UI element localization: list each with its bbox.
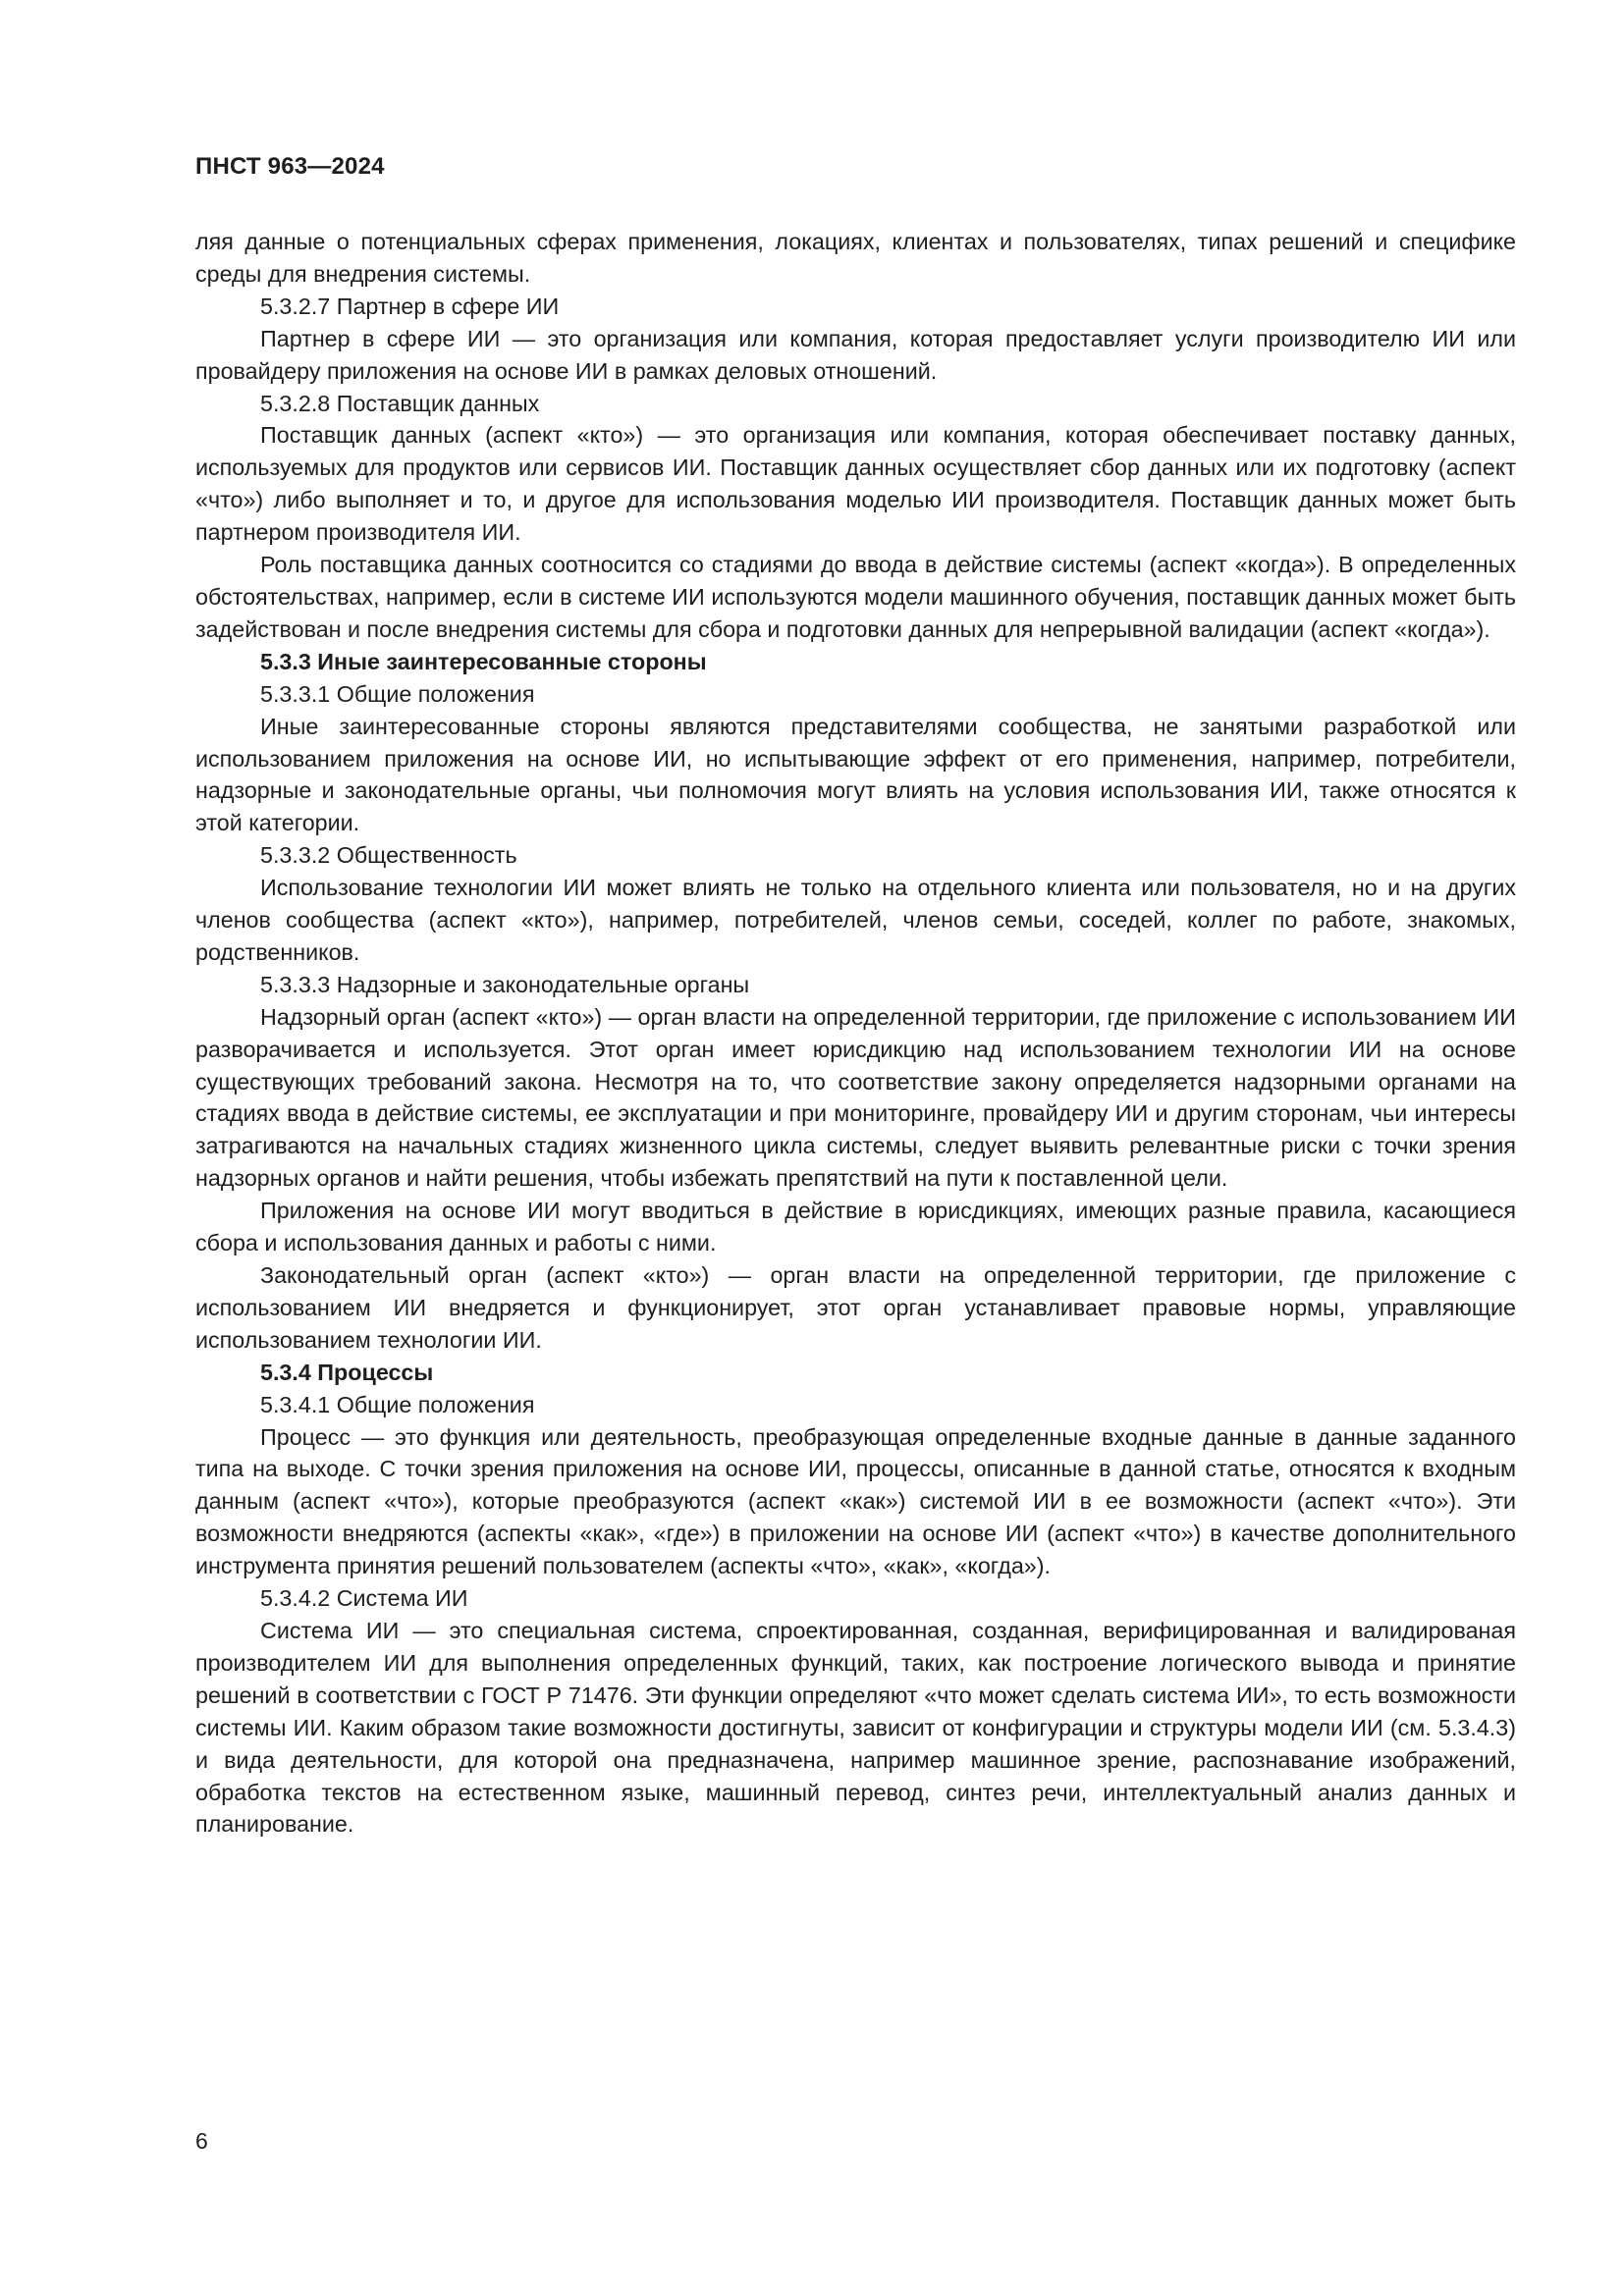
paragraph: Партнер в сфере ИИ — это организация или компания, которая предоставляет услуги производителю ИИ или провайдеру приложения на основе ИИ в рамках деловых отношений. [195, 325, 1516, 384]
paragraph: 5.3.4.2 Система ИИ [260, 1585, 468, 1612]
section-heading: 5.3.4 Процессы [260, 1359, 434, 1385]
paragraph: 5.3.3.1 Общие положения [260, 680, 535, 707]
paragraph: Иные заинтересованные стороны являются представителями сообщества, не занятыми разработкой или использованием приложения на основе ИИ, но испытывающие эффект от его применения, например, потребители, надзорные и законодательные органы, чьи полномочия могут влиять на условия использования ИИ, также относятся к этой категории. [195, 713, 1516, 836]
document-body [195, 226, 1516, 1841]
paragraph: 5.3.4.1 Общие положения [260, 1391, 535, 1417]
paragraph: 5.3.3.2 Общественность [260, 842, 517, 869]
paragraph: Использование технологии ИИ может влиять не только на отдельного клиента или пользователя, но и на других членов сообщества (аспект «кто»), например, потребителей, членов семьи, соседей, коллег по работе, знакомых, родственников. [195, 875, 1516, 965]
paragraph: Система ИИ — это специальная система, спроектированная, созданная, верифицированная и валидированая производителем ИИ для выполнения определенных функций, таких, как построение логического вывода и принятие решений в соответствии с ГОСТ Р 71476. Эти функции определяют «что может сделать система ИИ», то есть возможности системы ИИ. Каким образом такие возможности достигнуты, зависит от конфигурации и структуры модели ИИ (см. 5.3.4.3) и вида деятельности, для которой она предназначена, например машинное зрение, распознавание изображений, обработка текстов на естественном языке, машинный перевод, синтез речи, интеллектуальный анализ данных и планирование. [195, 1617, 1516, 1838]
paragraph: 5.3.2.8 Поставщик данных [260, 390, 540, 416]
paragraph: Процесс — это функция или деятельность, преобразующая определенные входные данные в данные заданного типа на выходе. С точки зрения приложения на основе ИИ, процессы, описанные в данной статье, относятся к входным данным (аспект «что»), которые преобразуются (аспект «как») системой ИИ в ее возможности (аспект «что»). Эти возможности внедряются (аспекты «как», «где») в приложении на основе ИИ (аспект «что») в качестве дополнительного инструмента принятия решений пользователем (аспекты «что», «как», «когда»). [195, 1423, 1516, 1579]
paragraph: 5.3.2.7 Партнер в сфере ИИ [260, 293, 560, 319]
paragraph: Надзорный орган (аспект «кто») — орган власти на определенной территории, где приложение с использованием ИИ разворачивается и используется. Этот орган имеет юрисдикцию над использованием технологии ИИ на основе существующих требований закона. Несмотря на то, что соответствие закону определяется надзорными органами на стадиях ввода в действие системы, ее эксплуатации и при мониторинге, провайдеру ИИ и другим сторонам, чьи интересы затрагиваются на начальных стадиях жизненного цикла системы, следует выявить релевантные риски с точки зрения надзорных органов и найти решения, чтобы избежать препятствий на пути к поставленной цели. [195, 1003, 1516, 1192]
paragraph: Роль поставщика данных соотносится со стадиями до ввода в действие системы (аспект «когда»). В определенных обстоятельствах, например, если в системе ИИ используются модели машинного обучения, поставщик данных может быть задействован и после внедрения системы для сбора и подготовки данных для непрерывной валидации (аспект «когда»). [195, 552, 1516, 642]
paragraph: 5.3.3.3 Надзорные и законодательные органы [260, 971, 750, 997]
paragraph: Поставщик данных (аспект «кто») — это организация или компания, которая обеспечивает поставку данных, используемых для продуктов или сервисов ИИ. Поставщик данных осуществляет сбор данных или их подготовку (аспект «что») либо выполняет и то, и другое для использования моделью ИИ производителя. Поставщик данных может быть партнером производителя ИИ. [195, 422, 1516, 546]
section-heading: 5.3.3 Иные заинтересованные стороны [260, 648, 707, 674]
document-code-header: ПНСТ 963—2024 [195, 153, 385, 180]
page-number: 6 [195, 2128, 208, 2154]
paragraph: Законодательный орган (аспект «кто») — орган власти на определенной территории, где приложение с использованием ИИ внедряется и функционирует, этот орган устанавливает правовые нормы, управляющие использованием технологии ИИ. [195, 1262, 1516, 1353]
paragraph: ляя данные о потенциальных сферах применения, локациях, клиентах и пользователях, типах решений и специфике среды для внедрения системы. [195, 229, 1516, 287]
paragraph: Приложения на основе ИИ могут вводиться в действие в юрисдикциях, имеющих разные правила, касающиеся сбора и использования данных и работы с ними. [195, 1198, 1516, 1256]
